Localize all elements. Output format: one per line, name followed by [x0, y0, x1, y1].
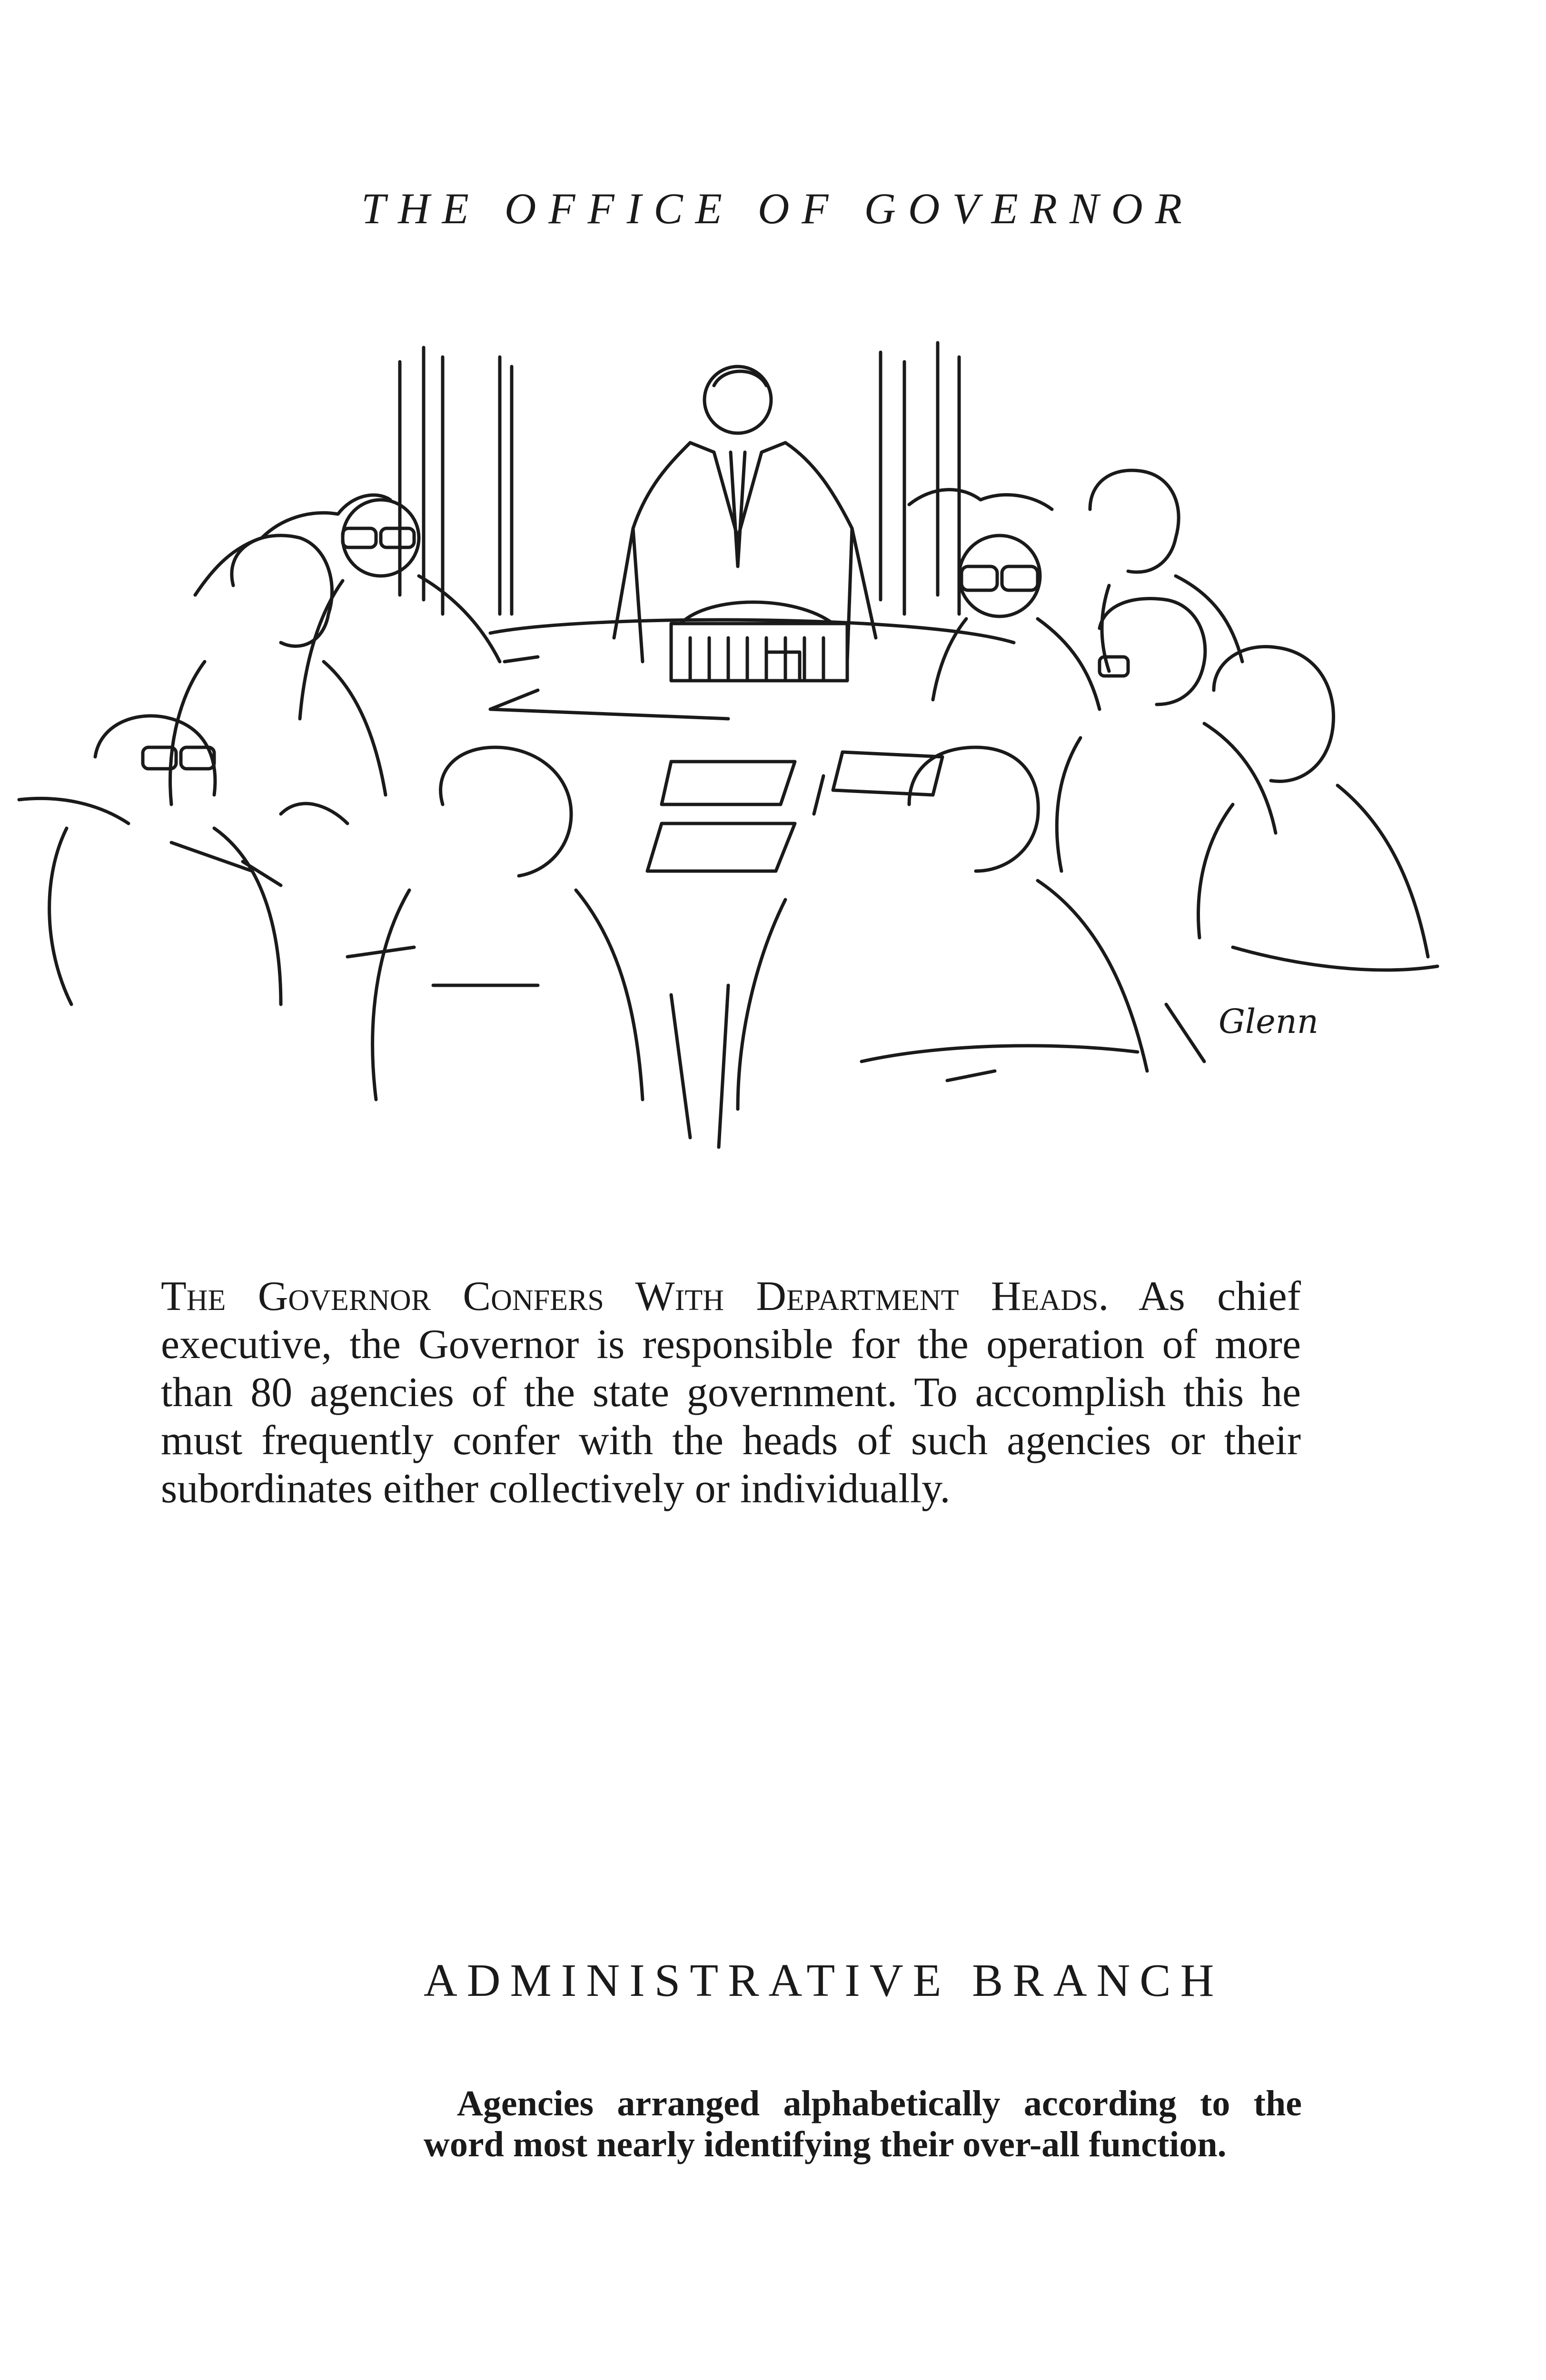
section-title: ADMINISTRATIVE BRANCH: [424, 1955, 1224, 2006]
illustration-caption: [161, 1272, 1301, 1513]
caption-body: As chief executive, the Governor is responsible for the operation of more than 80 agencies of the state government. To accomplish this he must frequently confer with the heads of such agencies or their subordinates either collectively or individually.: [161, 1273, 1301, 1512]
section-description: Agencies arranged alphabetically according to the word most nearly identifying their over-all function.: [424, 2083, 1302, 2164]
artist-signature: Glenn: [1219, 1002, 1318, 1041]
running-head: THE OFFICE OF GOVERNOR: [361, 184, 1194, 233]
conference-meeting-illustration: [14, 328, 1442, 1185]
caption-lead: The Governor Confers With Department Heads.: [161, 1273, 1109, 1319]
